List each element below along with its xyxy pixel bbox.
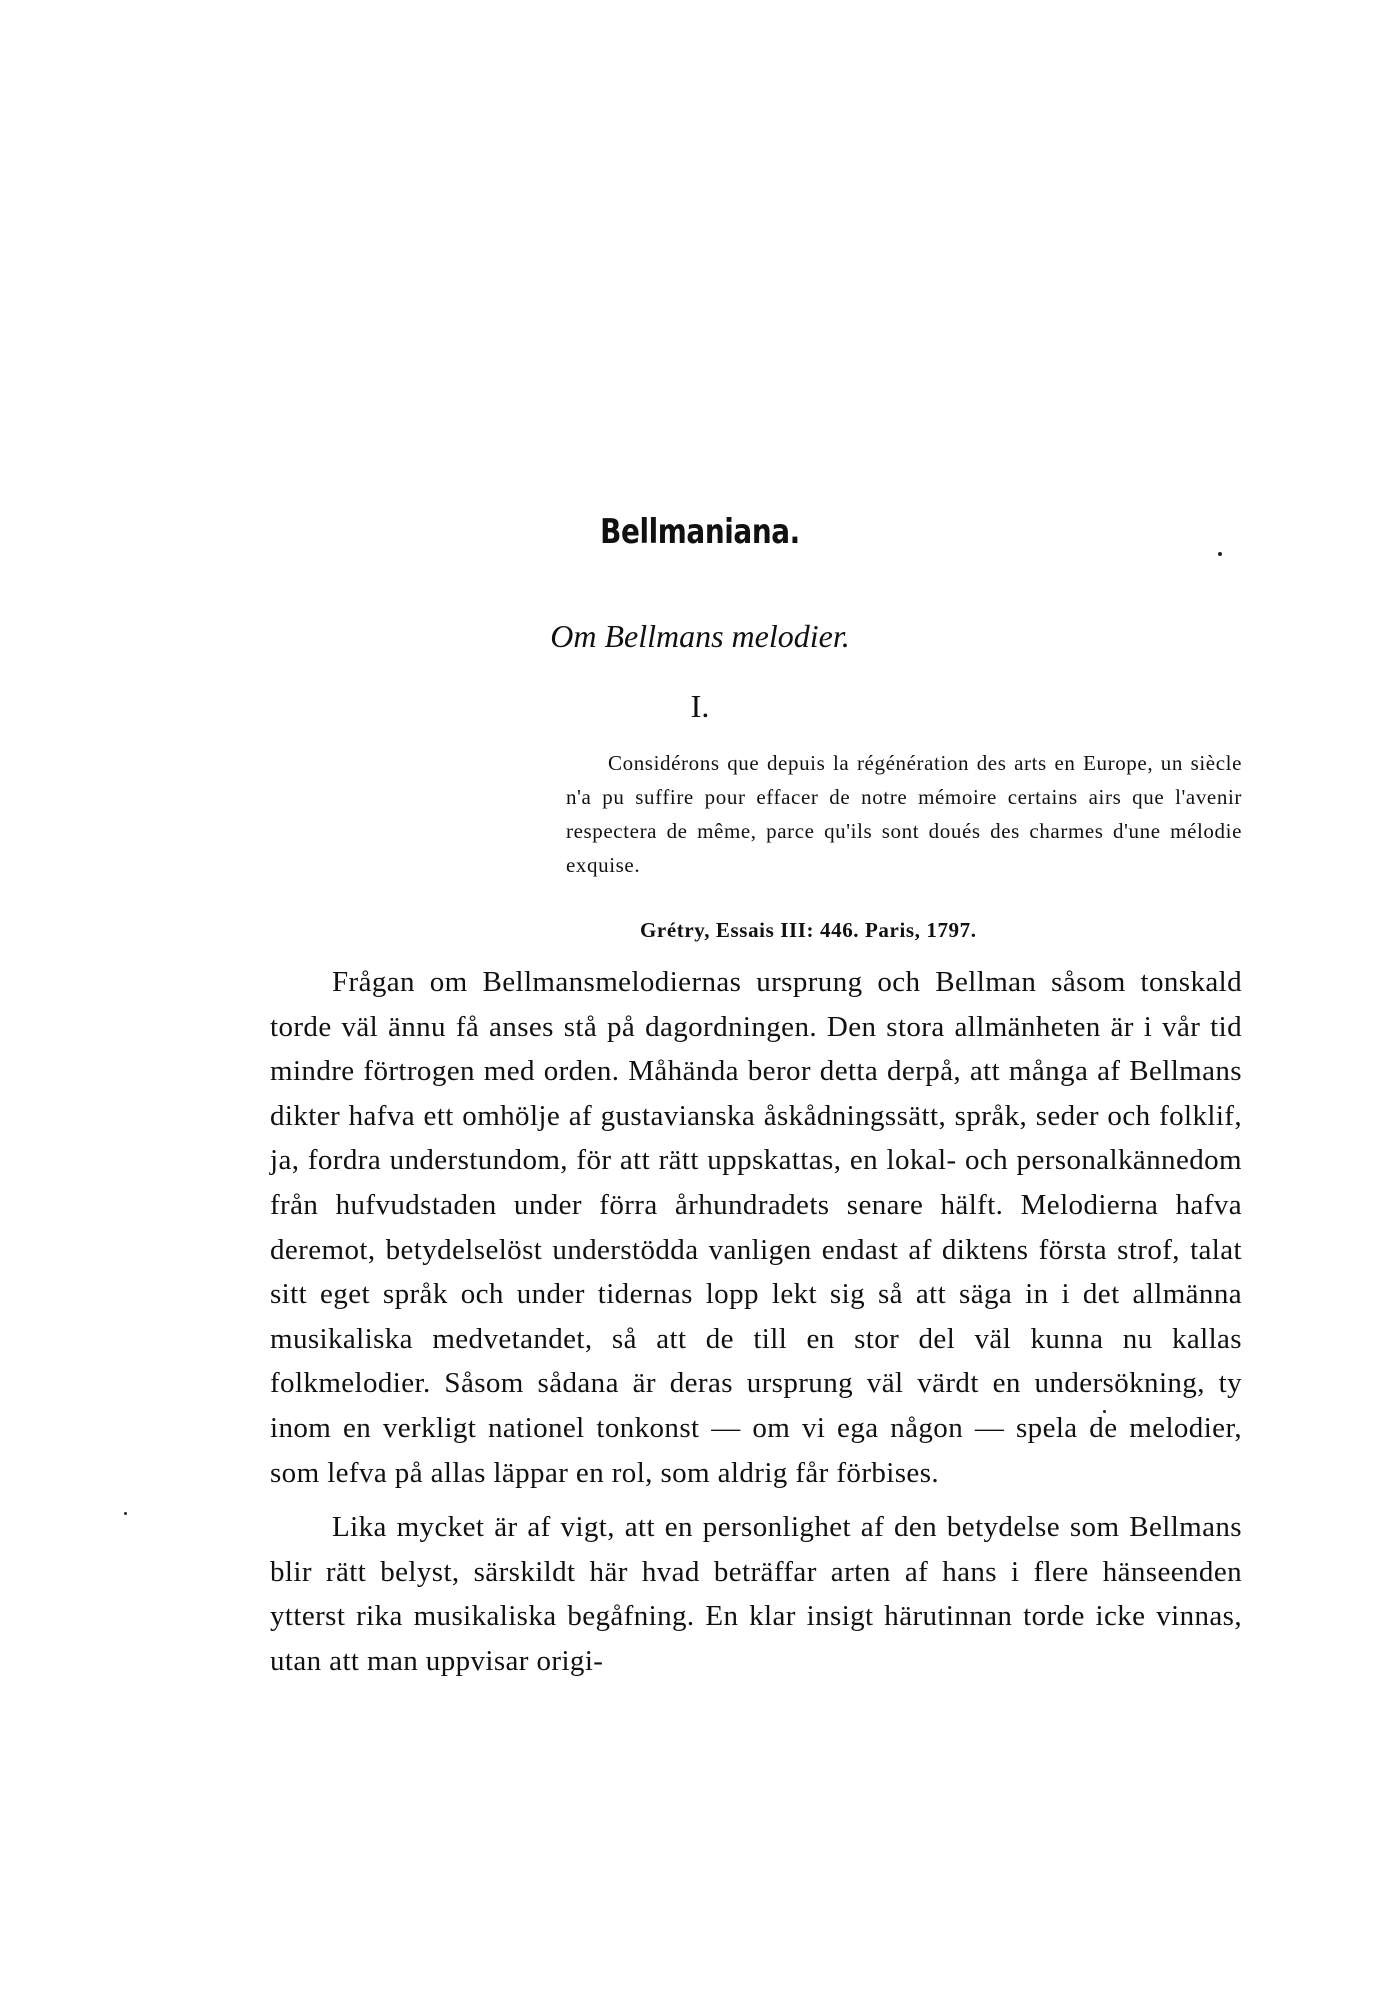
page-subtitle: Om Bellmans melodier.	[550, 618, 850, 654]
page-title: Bellmaniana.	[600, 512, 800, 552]
paragraph: Frågan om Bellmansmelodiernas ursprung och Bellman såsom tonskald torde väl ännu få anses stå på dagordningen. Den stora allmänheten är i vår tid mindre förtrogen med orden. Måhända beror detta derpå, att många af Bellmans dikter hafva ett omhölje af gustavianska åskådningssätt, språk, seder och folklif, ja, fordra understundom, för att rätt uppskattas, en lokal- och personalkännedom från hufvudstaden under förra århundradets senare hälft. Melodierna hafva deremot, betydelselöst understödda vanligen endast af diktens första strof, talat sitt eget språk och under tidernas lopp lekt sig så att säga in i det allmänna musikaliska medvetandet, så att de till en stor del väl kunna nu kallas folkmelodier. Såsom sådana är deras ursprung väl värdt en undersökning, ty inom en verkligt nationel tonkonst — om vi ega någon — spela de melodier, som lefva på allas läppar en rol, som aldrig får förbises.	[270, 966, 1242, 1489]
ink-speck	[1218, 552, 1222, 556]
epigraph-quote: Considérons que depuis la régénération des arts en Europe, un siècle n'a pu suffire pour effacer de notre mémoire certains airs que l'avenir respectera de même, parce qu'ils sont doués des charmes d'une mélodie exquise.	[566, 751, 1242, 877]
ink-speck	[124, 1512, 127, 1515]
paragraph: Lika mycket är af vigt, att en personlighet af den betydelse som Bellmans blir rätt belyst, särskildt här hvad beträffar arten af hans i flere hänseenden ytterst rika musikaliska begåfning. En klar insigt härutinnan torde icke vinnas, utan att man uppvisar origi-	[270, 1511, 1242, 1677]
section-number: I.	[690, 688, 710, 724]
epigraph-attribution: Grétry, Essais III: 446. Paris, 1797.	[640, 918, 977, 942]
body-text	[270, 960, 1242, 1694]
